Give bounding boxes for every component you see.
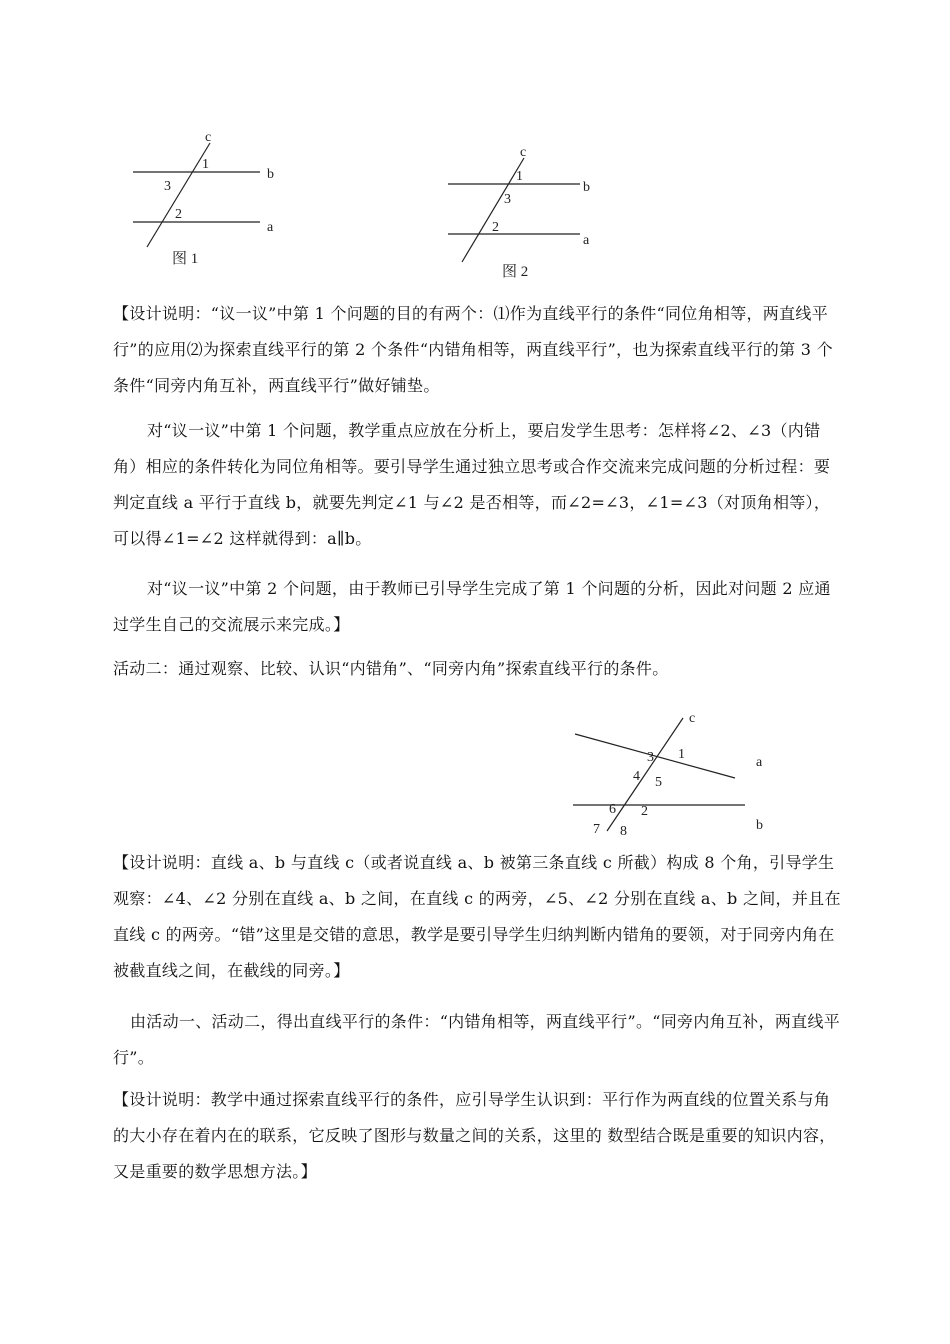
angle-2-label: 2 xyxy=(175,207,182,222)
design-note-1: 【设计说明：“议一议”中第 1 个问题的目的有两个：⑴作为直线平行的条件“同位角相等，两直线平行”的应用⑵为探索直线平行的第 2 个条件“内错角相等，两直线平行”，也为探索直线平行的第 3 个条件“同旁内角互补，两直线平行”做好铺垫。 xyxy=(113,304,833,395)
figure-1 xyxy=(125,125,295,270)
figure-2-diagram xyxy=(440,140,610,285)
label-c: c xyxy=(520,145,527,160)
label-c: c xyxy=(689,711,696,726)
angle-1-label: 1 xyxy=(516,169,523,184)
angle-3-label: 3 xyxy=(647,750,654,765)
label-b: b xyxy=(267,167,274,182)
line-c xyxy=(147,143,210,247)
label-a: a xyxy=(583,233,590,248)
activity-two-heading: 活动二：通过观察、比较、认识“内错角”、“同旁内角”探索直线平行的条件。 xyxy=(113,659,669,678)
angle-1-label: 1 xyxy=(202,157,209,172)
label-a: a xyxy=(267,220,274,235)
conclusion-paragraph: 由活动一、活动二，得出直线平行的条件：“内错角相等，两直线平行”。“同旁内角互补，两直线平行”。 xyxy=(113,1012,841,1067)
figure-2 xyxy=(440,140,610,285)
label-a: a xyxy=(756,755,763,770)
angle-7-label: 7 xyxy=(593,822,600,837)
line-c xyxy=(462,158,524,262)
label-c: c xyxy=(205,130,212,145)
angle-3-label: 3 xyxy=(504,192,511,207)
angle-6-label: 6 xyxy=(609,802,616,817)
figure-3 xyxy=(565,706,785,846)
design-note-3: 【设计说明：教学中通过探索直线平行的条件，应引导学生认识到：平行作为两直线的位置关系与角的大小存在着内在的联系，它反映了图形与数量之间的关系，这里的 数型结合既是重要的知识内容，又是重要的数学思想方法。】 xyxy=(113,1090,836,1181)
angle-2-label: 2 xyxy=(492,220,499,235)
angle-5-label: 5 xyxy=(655,775,662,790)
angle-8-label: 8 xyxy=(620,824,627,839)
label-b: b xyxy=(583,180,590,195)
design-note-2: 【设计说明：直线 a、b 与直线 c（或者说直线 a、b 被第三条直线 c 所截）构成 8 个角，引导学生观察：∠4、∠2 分别在直线 a、b 之间，在直线 c 的两旁，∠5、∠2 分别在直线 a、b 之间，并且在直线 c 的两旁。“错”这里是交错的意思，教学是要引导学生归纳判断内错角的要领，对于同旁内角在被截直线之间，在截线的同旁。】 xyxy=(113,853,841,980)
figure-1-caption: 图 1 xyxy=(172,251,199,267)
line-a xyxy=(575,734,735,778)
figure-1-diagram xyxy=(125,125,295,270)
angle-2-label: 2 xyxy=(641,804,648,819)
figure-3-diagram xyxy=(565,706,785,846)
figure-2-caption: 图 2 xyxy=(502,264,529,280)
discussion-paragraph-2: 对“议一议”中第 2 个问题，由于教师已引导学生完成了第 1 个问题的分析，因此对问题 2 应通过学生自己的交流展示来完成。】 xyxy=(113,579,831,634)
discussion-paragraph-1: 对“议一议”中第 1 个问题，教学重点应放在分析上，要启发学生思考：怎样将∠2、∠3（内错角）相应的条件转化为同位角相等。要引导学生通过独立思考或合作交流来完成问题的分析过程：要判定直线 a 平行于直线 b，就要先判定∠1 与∠2 是否相等，而∠2=∠3，∠1=∠3（对顶角相等），可以得∠1=∠2 这样就得到：a∥b。 xyxy=(113,421,831,548)
label-b: b xyxy=(756,818,763,833)
angle-1-label: 1 xyxy=(678,747,685,762)
angle-4-label: 4 xyxy=(633,769,640,784)
angle-3-label: 3 xyxy=(164,179,171,194)
